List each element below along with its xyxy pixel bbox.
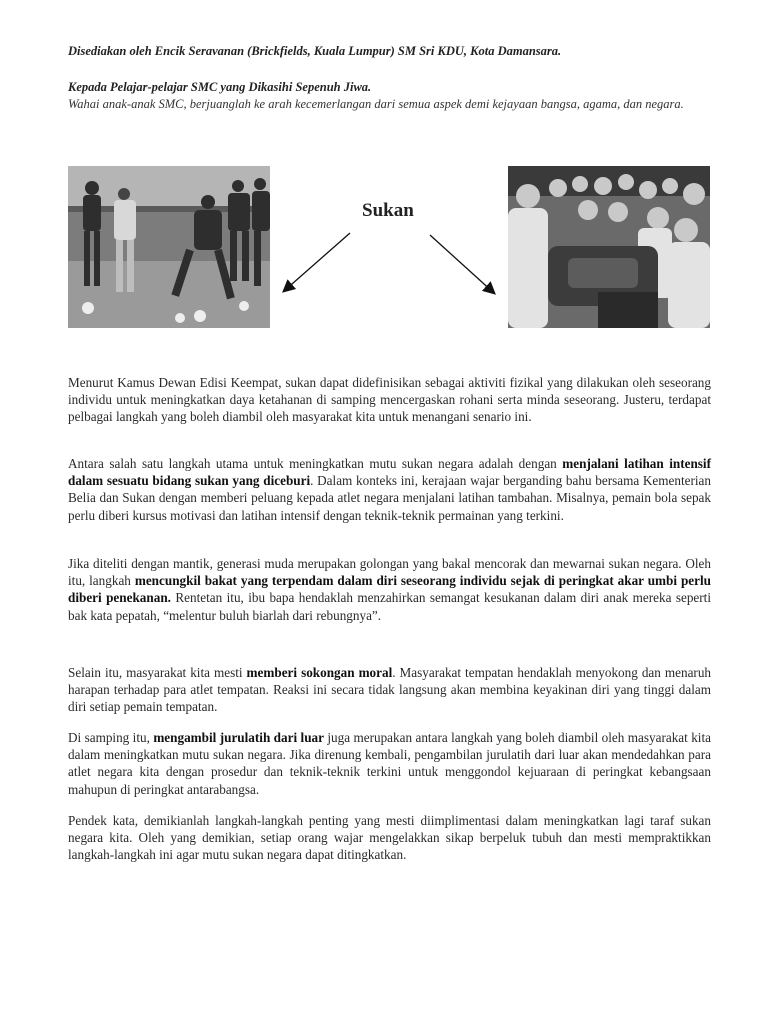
wish-line: Wahai anak-anak SMC, berjuanglah ke arah kecemerlangan dari semua aspek demi kejayaan bangsa, agama, dan negara. xyxy=(68,97,684,111)
bold-keyphrase: memberi sokongan moral xyxy=(246,665,393,680)
text-segment: Pendek kata, demikianlah langkah-langkah penting yang mesti diimplimentasi dalam meningkatkan lagi taraf sukan negara kita. Oleh yang demikian, setiap orang wajar mengelakkan sikap berpeluk tubuh dan mesti mempraktikkan langkah-langkah ini agar mutu sukan negara dapat ditingkatkan. xyxy=(68,813,711,863)
text-segment: Selain itu, masyarakat kita mesti xyxy=(68,665,247,680)
text-segment: juga merupakan antara langkah yang boleh diambil oleh masyarakat kita dalam meningkatkan mutu sukan negara. Jika direnung kembali, pengambilan jurulatih dari luar akan mendedahkan para atlet negara kita dengan prosedur dan teknik-teknik terkini untuk menggondol kejuaraan di peringkat kebangsaan mahupun di peringkat antarabangsa. xyxy=(68,730,711,797)
children-crowd-photo xyxy=(508,166,710,328)
paragraph-1 xyxy=(68,374,711,426)
arrows-diagram xyxy=(270,225,510,297)
greeting-line: Kepada Pelajar-pelajar SMC yang Dikasihi Sepenuh Jiwa. xyxy=(68,80,372,94)
page-title: Sukan xyxy=(362,200,414,221)
text-segment: Rentetan itu, ibu bapa hendaklah menzahirkan semangat kesukanan dalam diri anak mereka seperti bak kata pepatah, “melentur buluh biarlah dari rebungnya”. xyxy=(68,590,711,623)
author-line: Disediakan oleh Encik Seravanan (Brickfields, Kuala Lumpur) SM Sri KDU, Kota Damansara. xyxy=(68,44,562,58)
bold-keyphrase: menjalani latihan intensif dalam sesuatu bidang sukan yang diceburi xyxy=(68,456,711,489)
bold-keyphrase: mengambil jurulatih dari luar xyxy=(153,730,324,745)
text-segment: Jika diteliti dengan mantik, generasi muda merupakan golongan yang bakal mencorak dan mewarnai sukan negara. Oleh itu, langkah xyxy=(68,556,711,589)
paragraph-4 xyxy=(68,664,711,716)
right-arrow xyxy=(430,235,494,293)
left-arrow xyxy=(284,233,350,291)
bold-keyphrase: mencungkil bakat yang terpendam dalam diri seseorang individu sejak di peringkat akar umbi perlu diberi penekanan. xyxy=(68,573,711,606)
paragraph-3 xyxy=(68,555,711,624)
paragraph-2 xyxy=(68,455,711,524)
text-segment: Di samping itu, xyxy=(68,730,154,745)
paragraph-6 xyxy=(68,812,711,864)
football-players-photo xyxy=(68,166,270,328)
paragraph-5 xyxy=(68,729,711,798)
text-segment: . Dalam konteks ini, kerajaan wajar berganding bahu bersama Kementerian Belia dan Sukan dengan memberi peluang kepada atlet negara menjalani latihan tambahan. Misalnya, pemain bola sepak perlu diberi kursus motivasi dan latihan intensif dengan teknik-teknik permainan yang terkini. xyxy=(68,473,712,523)
text-segment: Menurut Kamus Dewan Edisi Keempat, sukan dapat didefinisikan sebagai aktiviti fizikal yang dilakukan oleh seseorang individu untuk meningkatkan daya ketahanan di samping mencergaskan rohani serta minda seseorang. Justeru, terdapat pelbagai langkah yang boleh diambil oleh masyarakat kita untuk menangani senario ini. xyxy=(68,375,711,425)
text-segment: Antara salah satu langkah utama untuk meningkatkan mutu sukan negara adalah dengan xyxy=(68,456,563,471)
text-segment: . Masyarakat tempatan hendaklah menyokong dan menaruh harapan terhadap para atlet tempatan. Reaksi ini secara tidak langsung akan membina keyakinan diri yang tinggi dalam diri setiap pemain tempatan. xyxy=(68,665,712,715)
